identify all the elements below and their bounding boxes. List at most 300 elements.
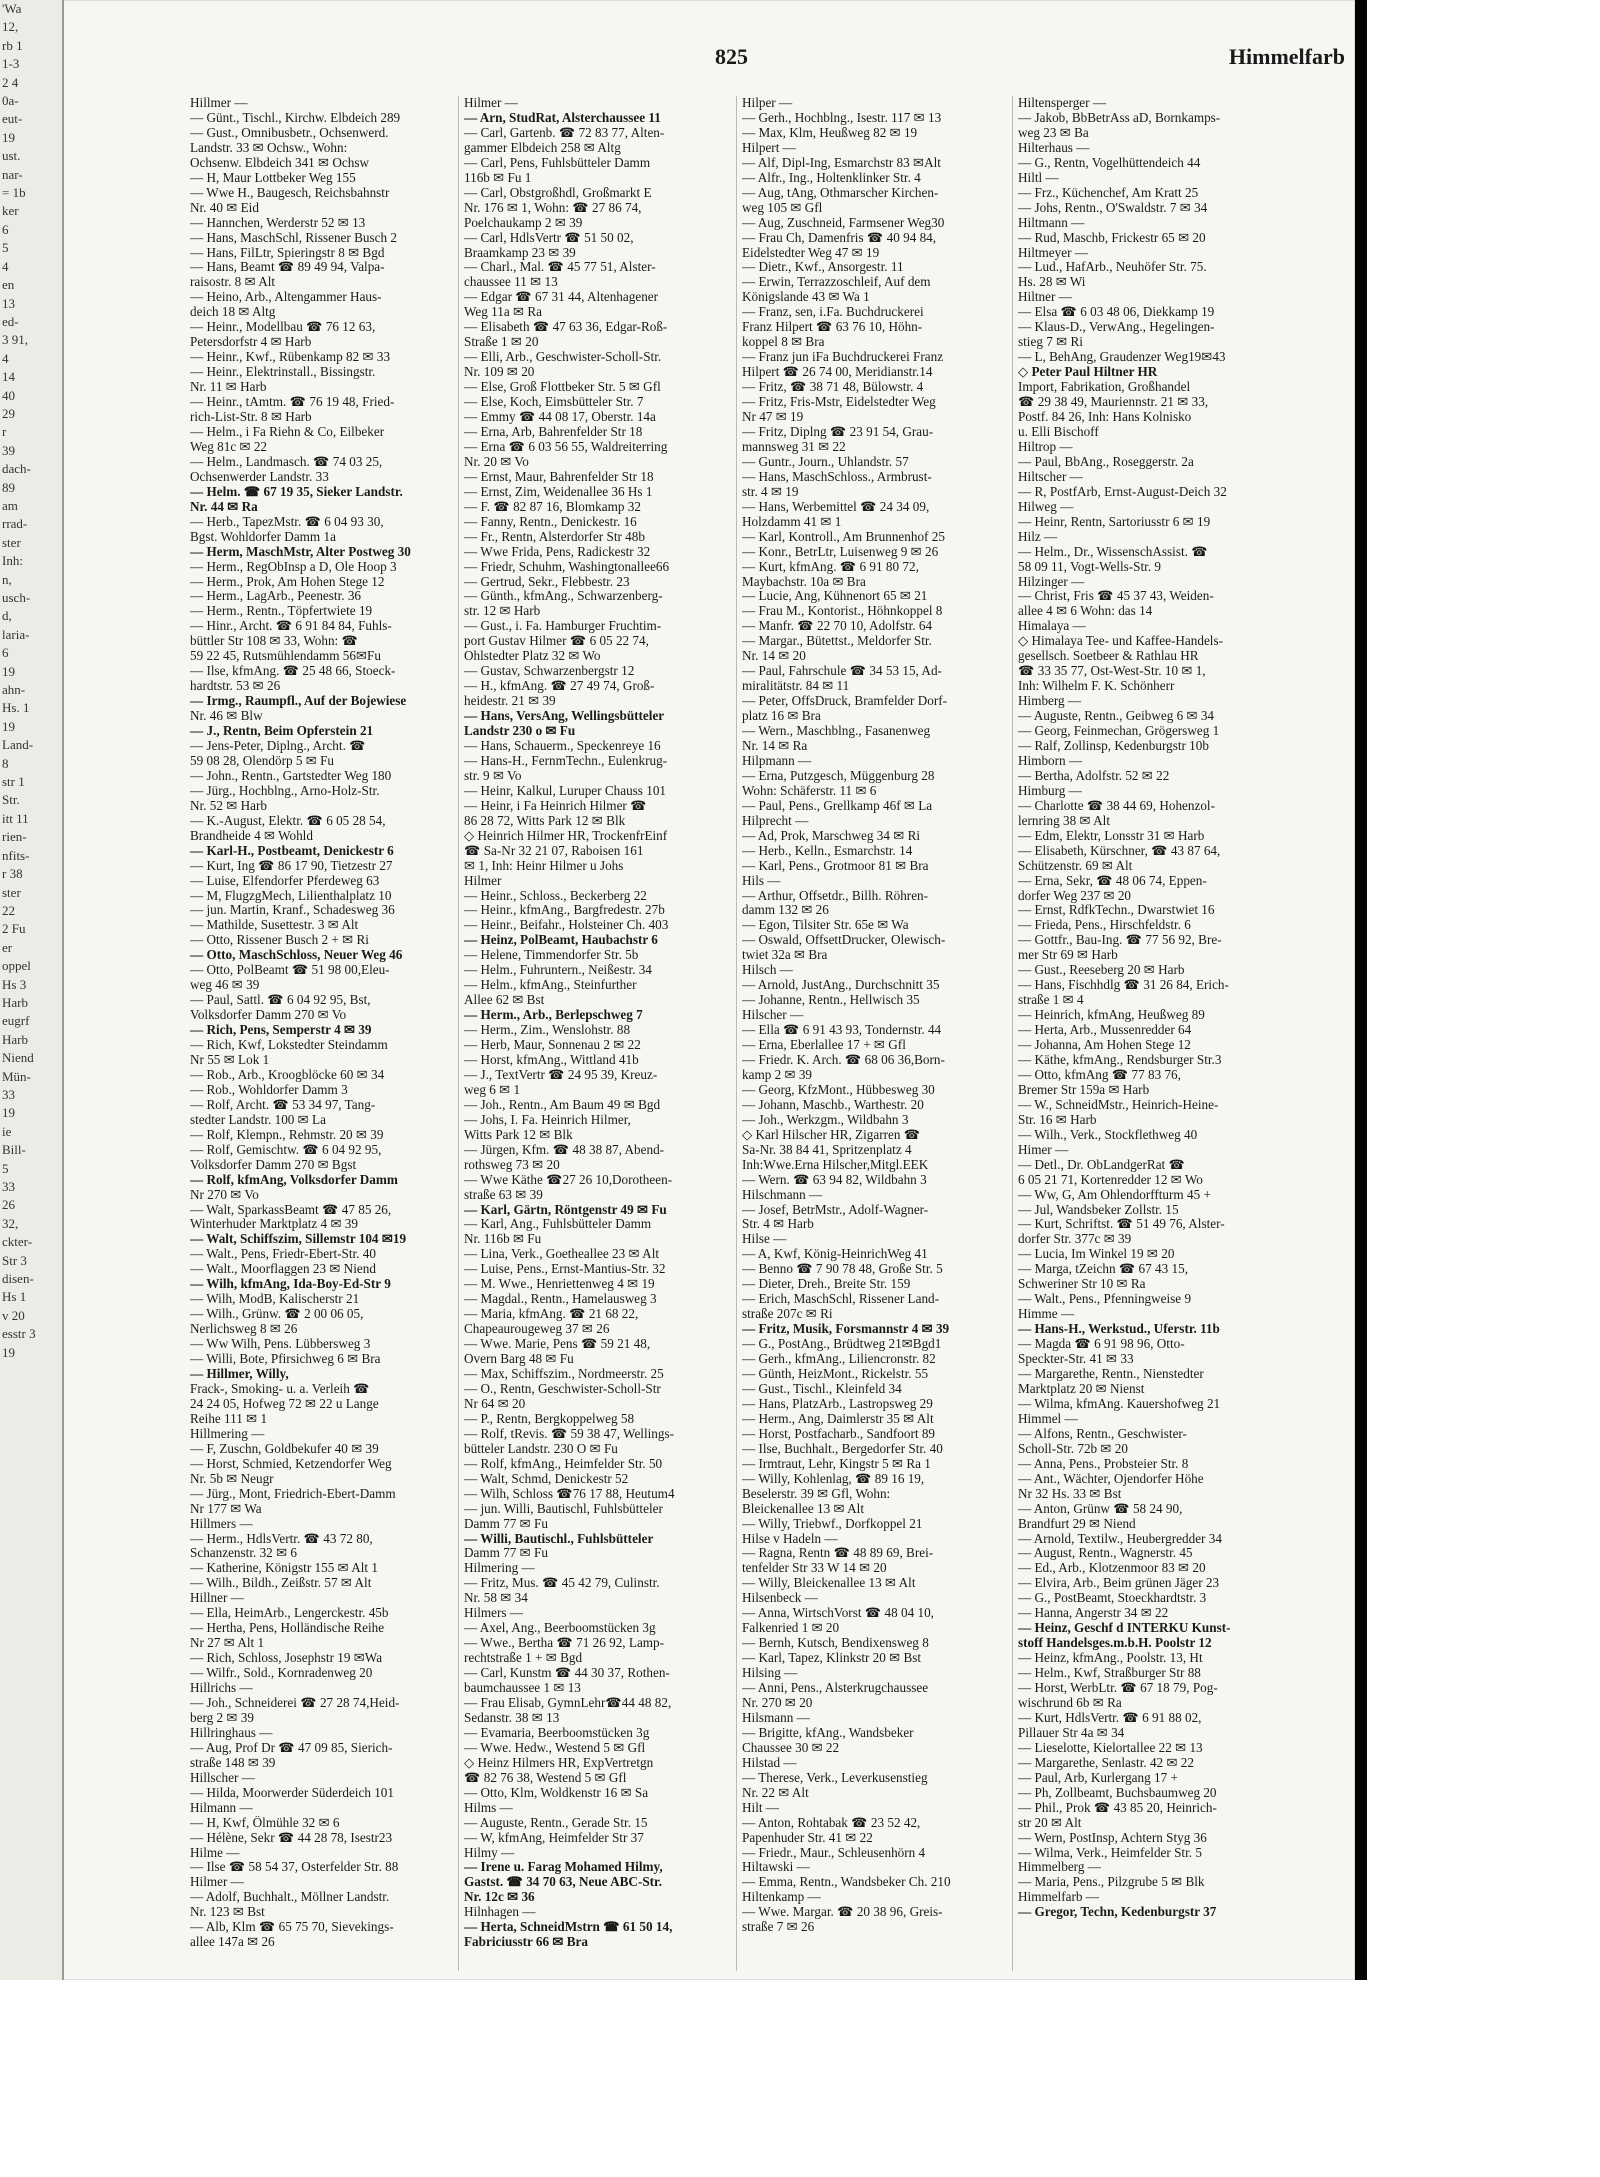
directory-entry-line: — Hans-H., FernmTechn., Eulenkrug-	[464, 753, 668, 768]
directory-entry-line: 59 22 45, Rutsmühlendamm 56✉Fu	[190, 649, 381, 664]
directory-entry-line: — Else, Groß Flottbeker Str. 5 ✉ Gfl	[464, 380, 661, 395]
directory-column-3	[742, 96, 1012, 1971]
directory-entry-line: — Ella, HeimArb., Lengerckestr. 45b	[190, 1606, 389, 1621]
directory-entry-line: — Hans, Werbemittel ☎ 24 34 09,	[742, 499, 930, 514]
directory-entry-line: — Frau M., Kontorist., Höhnkoppel 8	[742, 604, 943, 619]
directory-entry-line: straße 1 ✉ 4	[1018, 993, 1084, 1008]
directory-entry-line: — Paul, Arb, Kurlergang 17 +	[1018, 1770, 1178, 1785]
directory-entry-line: Hiltawski —	[742, 1860, 810, 1875]
directory-entry-line: Nr. 270 ✉ 20	[742, 1695, 813, 1710]
margin-fragment: 29	[2, 405, 15, 421]
directory-entry-line: — Gerh., Hochblng., Isestr. 117 ✉ 13	[742, 110, 942, 125]
directory-entry-line: ◇ Heinz Hilmers HR, ExpVertretgn	[464, 1755, 654, 1770]
margin-fragment: v 20	[2, 1307, 25, 1323]
directory-entry-line: — Margarethe, Senlastr. 42 ✉ 22	[1018, 1755, 1194, 1770]
directory-entry-line: — Joh., Werkzgm., Wildbahn 3	[742, 1112, 909, 1127]
margin-fragment: 4	[2, 258, 9, 274]
directory-entry-line: Winterhuder Marktplatz 4 ✉ 39	[190, 1217, 358, 1232]
directory-entry-line: — Franz jun iFa Buchdruckerei Franz	[742, 350, 944, 365]
directory-entry-line: — Gust., i. Fa. Hamburger Fruchtim-	[464, 619, 662, 634]
directory-entry-line: — Hans, PlatzArb., Lastropsweg 29	[742, 1396, 933, 1411]
directory-entry-line: — Alb, Klm ☎ 65 75 70, Sievekings-	[190, 1920, 394, 1935]
directory-entry-line: Hilz —	[1018, 529, 1058, 544]
directory-entry-line: — Carl, Kunstm ☎ 44 30 37, Rothen-	[464, 1666, 670, 1681]
directory-entry-line: — Günth., kfmAng., Schwarzenberg-	[464, 589, 663, 604]
directory-entry-line: — Arnold, Textilw., Heubergredder 34	[1018, 1531, 1222, 1546]
directory-entry-line: Bremer Str 159a ✉ Harb	[1018, 1082, 1150, 1097]
directory-entry-line: — Heinr., Modellbau ☎ 76 12 63,	[190, 320, 376, 335]
directory-entry-line: — Otto, kfmAng ☎ 77 83 76,	[1018, 1067, 1181, 1082]
directory-entry-line: — Rolf, Gemischtw. ☎ 6 04 92 95,	[190, 1142, 382, 1157]
directory-entry-line: Nr. 40 ✉ Eid	[190, 200, 259, 215]
directory-entry-line: — Carl, HdlsVertr ☎ 51 50 02,	[464, 230, 634, 245]
directory-entry-line: u. Elli Bischoff	[1018, 424, 1099, 439]
directory-entry-line: — Karl-H., Postbeamt, Denickestr 6	[190, 843, 394, 858]
directory-entry-line: Brandheide 4 ✉ Wohld	[190, 828, 313, 843]
directory-entry-line: — Wern., Maschblng., Fasanenweg	[742, 724, 931, 739]
margin-fragment: ker	[2, 203, 19, 219]
column-divider	[1012, 96, 1013, 1971]
directory-entry-line: — Lucia, Im Winkel 19 ✉ 20	[1018, 1247, 1175, 1262]
directory-entry-line: — Guntr., Journ., Uhlandstr. 57	[742, 454, 909, 469]
directory-entry-line: Hilpert —	[742, 140, 796, 155]
directory-entry-line: — Wwe. Margar. ☎ 20 38 96, Greis-	[742, 1905, 943, 1920]
directory-entry-line: — R, PostfArb, Ernst-August-Deich 32	[1018, 484, 1227, 499]
directory-entry-line: — Auguste, Rentn., Gerade Str. 15	[464, 1815, 648, 1830]
margin-fragment: ust.	[2, 148, 21, 164]
directory-entry-line: str. 12 ✉ Harb	[464, 604, 541, 619]
directory-entry-line: — Gustav, Schwarzenbergstr 12	[464, 664, 635, 679]
directory-entry-line: Fabriciusstr 66 ✉ Bra	[464, 1935, 588, 1950]
directory-entry-line: — Rich, Kwf, Lokstedter Steindamm	[190, 1038, 388, 1053]
directory-entry-line: — Hans, Schauerm., Speckenreye 16	[464, 738, 661, 753]
directory-column-1	[190, 96, 460, 1971]
margin-fragment: 3 91,	[2, 332, 28, 348]
directory-entry-line: — Georg, KfzMont., Hübbesweg 30	[742, 1082, 935, 1097]
directory-entry-line: — Lieselotte, Kielortallee 22 ✉ 13	[1018, 1740, 1203, 1755]
directory-entry-line: Hilpmann —	[742, 753, 812, 768]
directory-entry-line: — Wern. ☎ 63 94 82, Wildbahn 3	[742, 1172, 927, 1187]
margin-fragment: 0a-	[2, 93, 19, 109]
directory-entry-line: — Ww Wilh, Pens. Lübbersweg 3	[190, 1337, 371, 1352]
directory-entry-line: Hiltmeyer —	[1018, 245, 1088, 260]
directory-entry-line: — Hannchen, Werderstr 52 ✉ 13	[190, 215, 366, 230]
directory-entry-line: — Anna, Pens., Probsteier Str. 8	[1018, 1456, 1189, 1471]
directory-entry-line: wischrund 6b ✉ Ra	[1018, 1695, 1122, 1710]
directory-entry-line: — Hans, MaschSchl, Rissener Busch 2	[190, 230, 397, 245]
directory-entry-line: — Jürg., Hochblng., Arno-Holz-Str.	[190, 783, 380, 798]
directory-entry-line: — Arnold, JustAng., Durchschnitt 35	[742, 978, 940, 993]
directory-entry-line: — Günt., Tischl., Kirchw. Elbdeich 289	[190, 110, 401, 125]
directory-entry-line: — Brigitte, kfAng., Wandsbeker	[742, 1725, 914, 1740]
directory-entry-line: — Marga, tZeichn ☎ 67 43 15,	[1018, 1262, 1189, 1277]
scan-edge-bar	[1355, 0, 1367, 1980]
directory-entry-line: — Herb., Kelln., Esmarchstr. 14	[742, 843, 913, 858]
directory-entry-line: — Magdal., Rentn., Hamelausweg 3	[464, 1292, 657, 1307]
directory-entry-line: — Herm., Rentn., Töpfertwiete 19	[190, 604, 373, 619]
margin-fragment: Hs 3	[2, 976, 27, 992]
directory-entry-line: — L, BehAng, Graudenzer Weg19✉43	[1018, 350, 1226, 365]
margin-fragment: ster	[2, 884, 21, 900]
directory-entry-line: — Friedr. K. Arch. ☎ 68 06 36,Born-	[742, 1053, 945, 1067]
directory-entry-line: — Erna, Putzgesch, Müggenburg 28	[742, 768, 935, 783]
directory-entry-line: Hilsing —	[742, 1666, 798, 1681]
directory-entry-line: rechtstraße 1 + ✉ Bgd	[464, 1651, 583, 1666]
directory-entry-line: mer Str 69 ✉ Harb	[1018, 948, 1118, 963]
directory-entry-line: — Johanne, Rentn., Hellwisch 35	[742, 993, 920, 1008]
directory-entry-line: Nr. 116b ✉ Fu	[464, 1232, 542, 1247]
directory-entry-line: — Ernst, Maur, Bahrenfelder Str 18	[464, 469, 654, 484]
directory-entry-line: — Walt, Schmd, Denickestr 52	[464, 1471, 629, 1486]
directory-entry-line: — Friedr, Schuhm, Washingtonallee66	[464, 559, 670, 574]
directory-entry-line: — Kurt, kfmAng. ☎ 6 91 80 72,	[742, 559, 919, 574]
directory-entry-line: Hilmer	[464, 873, 502, 888]
directory-entry-line: Bgst. Wohldorfer Damm 1a	[190, 529, 336, 544]
directory-entry-line: — Lina, Verk., Goetheallee 23 ✉ Alt	[464, 1247, 660, 1262]
margin-fragment: r 38	[2, 866, 23, 882]
directory-entry-line: — Heinr, Kalkul, Luruper Chauss 101	[464, 783, 667, 798]
directory-entry-line: — Margarethe, Rentn., Nienstedter	[1018, 1367, 1204, 1382]
margin-fragment: 'Wa	[2, 1, 22, 16]
directory-entry-line: Hillringhaus —	[190, 1725, 273, 1740]
directory-entry-line: allee 4 ✉ 6 Wohn: das 14	[1018, 604, 1153, 619]
directory-entry-line: Hillmering —	[190, 1426, 265, 1441]
directory-entry-line: — Fritz, Mus. ☎ 45 42 79, Culinstr.	[464, 1576, 660, 1591]
directory-entry-line: — Fritz, ☎ 38 71 48, Bülowstr. 4	[742, 380, 924, 395]
directory-entry-line: — Heinr, Rentn, Sartoriusstr 6 ✉ 19	[1018, 514, 1211, 529]
margin-fragment: am	[2, 497, 18, 513]
directory-entry-line: — Heinr., Kwf., Rübenkamp 82 ✉ 33	[190, 350, 391, 365]
directory-entry-line: Hilpert ☎ 26 74 00, Meridianstr.14	[742, 365, 933, 380]
directory-entry-line: Volksdorfer Damm 270 ✉ Vo	[190, 1008, 347, 1023]
directory-entry-line: Hiltscher —	[1018, 469, 1083, 484]
directory-entry-line: — Wilh, Schloss ☎76 17 88, Heutum4	[464, 1486, 675, 1501]
directory-entry-line: — Herm., Prok, Am Hohen Stege 12	[190, 574, 385, 589]
margin-fragment: oppel	[2, 958, 31, 974]
directory-entry-line: Pillauer Str 4a ✉ 34	[1018, 1725, 1125, 1740]
directory-entry-line: — Elvira, Arb., Beim grünen Jäger 23	[1018, 1576, 1220, 1591]
directory-entry-line: ◇ Peter Paul Hiltner HR	[1018, 365, 1158, 380]
directory-entry-line: weg 23 ✉ Ba	[1018, 125, 1089, 140]
margin-fragment: er	[2, 939, 13, 955]
directory-entry-line: Hillscher —	[190, 1770, 255, 1785]
directory-entry-line: Hilweg —	[1018, 499, 1074, 514]
directory-entry-line: — Heinz, PolBeamt, Haubachstr 6	[464, 933, 658, 948]
directory-entry-line: gammer Elbdeich 258 ✉ Altg	[464, 140, 621, 155]
directory-entry-line: — Manfr. ☎ 22 70 10, Adolfstr. 64	[742, 619, 933, 634]
directory-entry-line: Nr. 109 ✉ 20	[464, 365, 535, 380]
directory-entry-line: tenfelder Str 33 W 14 ✉ 20	[742, 1561, 887, 1576]
directory-entry-line: — Anton, Grünw ☎ 58 24 90,	[1018, 1501, 1183, 1516]
directory-entry-line: Overn Barg 48 ✉ Fu	[464, 1352, 574, 1367]
directory-entry-line: Hiltl —	[1018, 170, 1059, 185]
directory-entry-line: — Elli, Arb., Geschwister-Scholl-Str.	[464, 350, 662, 365]
margin-fragment: Mün-	[2, 1068, 31, 1084]
directory-entry-line: — Hillmer, Willy,	[190, 1367, 289, 1382]
margin-fragment: = 1b	[2, 185, 26, 201]
directory-entry-line: Himburg —	[1018, 783, 1082, 798]
margin-fragment: 22	[2, 902, 15, 918]
directory-entry-line: Hilms —	[464, 1800, 513, 1815]
directory-entry-line: — Fritz, Fris-Mstr, Eidelstedter Weg	[742, 395, 936, 410]
directory-entry-line: — Frau Ch, Damenfris ☎ 40 94 84,	[742, 230, 937, 245]
directory-entry-line: — Max, Schiffszim., Nordmeerstr. 25	[464, 1367, 664, 1382]
directory-entry-line: — Magda ☎ 6 91 98 96, Otto-	[1018, 1337, 1185, 1352]
directory-entry-line: — F, Zuschn, Goldbekufer 40 ✉ 39	[190, 1441, 379, 1456]
directory-entry-line: — Ad, Prok, Marschweg 34 ✉ Ri	[742, 828, 921, 843]
directory-entry-line: — Wwe Käthe ☎27 26 10,Dorotheen-	[464, 1172, 673, 1187]
directory-entry-line: — Heinr., Elektrinstall., Bissingstr.	[190, 365, 376, 380]
directory-entry-line: — Friedr., Maur., Schleusenhörn 4	[742, 1845, 926, 1860]
margin-fragment: rien-	[2, 829, 27, 845]
directory-entry-line: — Luise, Pens., Ernst-Mantius-Str. 32	[464, 1262, 666, 1277]
directory-entry-line: Hiltmann —	[1018, 215, 1085, 230]
margin-fragment: rb 1	[2, 37, 23, 53]
directory-entry-line: Holzdamm 41 ✉ 1	[742, 514, 842, 529]
directory-entry-line: — Alfons, Rentn., Geschwister-	[1018, 1426, 1187, 1441]
directory-entry-line: deich 18 ✉ Altg	[190, 305, 276, 320]
directory-entry-line: — Wwe., Bertha ☎ 71 26 92, Lamp-	[464, 1636, 665, 1651]
directory-entry-line: lernring 38 ✉ Alt	[1018, 813, 1110, 828]
directory-entry-line: — M, FlugzgMech, Lilienthalplatz 10	[190, 888, 392, 903]
directory-entry-line: — Helm., Landmasch. ☎ 74 03 25,	[190, 454, 383, 469]
directory-entry-line: Weg 11a ✉ Ra	[464, 305, 542, 320]
directory-entry-line: — Gerh., kfmAng., Liliencronstr. 82	[742, 1352, 936, 1367]
margin-fragment: 1-3	[2, 56, 20, 72]
directory-entry-line: Himmel —	[1018, 1411, 1078, 1426]
directory-entry-line: Poelchaukamp 2 ✉ 39	[464, 215, 583, 230]
directory-entry-line: Ohlstedter Platz 32 ✉ Wo	[464, 649, 601, 664]
margin-fragment: dach-	[2, 461, 31, 477]
directory-entry-line: Str. 16 ✉ Harb	[1018, 1112, 1097, 1127]
directory-entry-line: hardtstr. 53 ✉ 26	[190, 679, 281, 694]
directory-entry-line: Straße 1 ✉ 20	[464, 335, 539, 350]
directory-entry-line: — Georg, Feinmechan, Grögersweg 1	[1018, 724, 1220, 739]
directory-entry-line: chaussee 11 ✉ 13	[464, 275, 558, 290]
directory-entry-line: Nr 55 ✉ Lok 1	[190, 1053, 270, 1067]
directory-entry-line: — Mathilde, Susettestr. 3 ✉ Alt	[190, 918, 359, 933]
directory-entry-line: Hilscher —	[742, 1008, 804, 1023]
directory-entry-line: Speckter-Str. 41 ✉ 33	[1018, 1352, 1134, 1367]
directory-entry-line: — Otto, Klm, Woldkenstr 16 ✉ Sa	[464, 1785, 649, 1800]
directory-entry-line: — Paul, Sattl. ☎ 6 04 92 95, Bst,	[190, 993, 371, 1008]
directory-entry-line: Hilmy —	[464, 1845, 515, 1860]
directory-entry-line: gesellsch. Soetbeer & Rathlau HR	[1018, 649, 1199, 664]
directory-entry-line: Hilt —	[742, 1800, 779, 1815]
previous-page-margin	[0, 0, 64, 1980]
directory-entry-line: — Erna, Eberlallee 17 + ✉ Gfl	[742, 1038, 906, 1053]
directory-entry-line: Nr. 12c ✉ 36	[464, 1890, 535, 1905]
directory-entry-line: — Günth, HeizMont., Rickelstr. 55	[742, 1367, 929, 1382]
directory-entry-line: dorfer Str. 377c ✉ 39	[1018, 1232, 1132, 1247]
directory-entry-line: — Frz., Küchenchef, Am Kratt 25	[1018, 185, 1199, 200]
directory-entry-line: Ochsenw. Elbdeich 341 ✉ Ochsw	[190, 155, 370, 170]
directory-entry-line: — Gottfr., Bau-Ing. ☎ 77 56 92, Bre-	[1018, 933, 1222, 948]
margin-fragment: d,	[2, 608, 12, 624]
directory-entry-line: — Bertha, Adolfstr. 52 ✉ 22	[1018, 768, 1170, 783]
directory-entry-line: — Jürg., Mont, Friedrich-Ebert-Damm	[190, 1486, 396, 1501]
directory-entry-line: — Wwe. Marie, Pens ☎ 59 21 48,	[464, 1337, 651, 1352]
directory-entry-line: — Walt., Pens, Friedr-Ebert-Str. 40	[190, 1247, 376, 1262]
directory-entry-line: — Erna ☎ 6 03 56 55, Waldreiterring	[464, 439, 668, 454]
directory-entry-line: — Heinz, Geschf d INTERKU Kunst-	[1018, 1621, 1231, 1636]
margin-fragment: 19	[2, 1105, 15, 1121]
directory-entry-line: — Anna, WirtschVorst ☎ 48 04 10,	[742, 1606, 934, 1621]
directory-entry-line: — Klaus-D., VerwAng., Hegelingen-	[1018, 320, 1215, 335]
directory-entry-line: — Johanna, Am Hohen Stege 12	[1018, 1038, 1191, 1053]
directory-entry-line: koppel 8 ✉ Bra	[742, 335, 825, 350]
margin-fragment: 89	[2, 479, 15, 495]
directory-entry-line: weg 46 ✉ 39	[190, 978, 260, 993]
directory-entry-line: — Hans-H., Werkstud., Uferstr. 11b	[1018, 1322, 1220, 1337]
directory-entry-line: — J., Rentn, Beim Opferstein 21	[190, 724, 374, 739]
directory-entry-line: Hilse v Hadeln —	[742, 1531, 838, 1546]
directory-entry-line: str. 4 ✉ 19	[742, 484, 799, 499]
directory-entry-line: — Jakob, BbBetrAss aD, Bornkamps-	[1018, 110, 1221, 125]
margin-fragment: Harb	[2, 1031, 28, 1047]
margin-fragment: esstr 3	[2, 1326, 36, 1342]
directory-entry-line: — Dietr., Kwf., Ansorgestr. 11	[742, 260, 904, 275]
page-number: 825	[715, 44, 748, 69]
directory-entry-line: — Gust., Tischl., Kleinfeld 34	[742, 1381, 902, 1396]
directory-entry-line: Ochsenwerder Landstr. 33	[190, 469, 329, 484]
directory-entry-line: Hillmers —	[190, 1516, 253, 1531]
margin-fragment: 5	[2, 240, 9, 256]
directory-entry-line: straße 7 ✉ 26	[742, 1920, 815, 1935]
directory-entry-line: — Heinr, i Fa Heinrich Hilmer ☎	[464, 798, 647, 813]
directory-entry-line: — Else, Koch, Eimsbütteler Str. 7	[464, 395, 644, 410]
directory-entry-line: ◇ Heinrich Hilmer HR, TrockenfrEinf	[464, 828, 668, 843]
directory-entry-line: — Elisabeth ☎ 47 63 36, Edgar-Roß-	[464, 320, 668, 335]
page-header	[185, 44, 1345, 74]
directory-entry-line: Hilmers —	[464, 1606, 523, 1621]
directory-entry-line: — Gertrud, Sekr., Flebbestr. 23	[464, 574, 630, 589]
margin-fragment: 32,	[2, 1215, 19, 1231]
directory-entry-line: — Ragna, Rentn ☎ 48 89 69, Brei-	[742, 1546, 934, 1561]
directory-entry-line: bütteler Landstr. 230 O ✉ Fu	[464, 1441, 618, 1456]
directory-entry-line: — Wwe. Hedw., Westend 5 ✉ Gfl	[464, 1740, 646, 1755]
directory-entry-line: Braamkamp 23 ✉ 39	[464, 245, 576, 260]
directory-entry-line: Scholl-Str. 72b ✉ 20	[1018, 1441, 1128, 1456]
directory-entry-line: — Johs, Rentn., O'Swaldstr. 7 ✉ 34	[1018, 200, 1208, 215]
directory-entry-line: — Karl, Gärtn, Röntgenstr 49 ✉ Fu	[464, 1202, 667, 1217]
directory-entry-line: — Anni, Pens., Alsterkrugchaussee	[742, 1681, 929, 1696]
directory-entry-line: Nr. 14 ✉ Ra	[742, 738, 808, 753]
directory-entry-line: — Charlotte ☎ 38 44 69, Hohenzol-	[1018, 798, 1215, 813]
directory-entry-line: straße 207c ✉ Ri	[742, 1307, 833, 1322]
directory-entry-line: — Karl, Pens., Grotmoor 81 ✉ Bra	[742, 858, 929, 873]
directory-entry-line: — Hinr., Archt. ☎ 6 91 84 84, Fuhls-	[190, 619, 392, 634]
directory-entry-line: — Ilse ☎ 58 54 37, Osterfelder Str. 88	[190, 1860, 399, 1875]
directory-entry-line: — Ernst, Zim, Weidenallee 36 Hs 1	[464, 484, 653, 499]
directory-entry-line: — Horst, kfmAng., Wittland 41b	[464, 1053, 639, 1067]
directory-entry-line: — Wern, PostInsp, Achtern Styg 36	[1018, 1830, 1207, 1845]
directory-entry-line: — Josef, BetrMstr., Adolf-Wagner-	[742, 1202, 929, 1217]
directory-entry-line: — Max, Klm, Heußweg 82 ✉ 19	[742, 125, 918, 140]
directory-entry-line: — Therese, Verk., Leverkusenstieg	[742, 1770, 928, 1785]
directory-entry-line: — Bernh, Kutsch, Bendixensweg 8	[742, 1636, 929, 1651]
directory-entry-line: Inh:Wwe.Erna Hilscher,Mitgl.EEK	[742, 1157, 929, 1172]
directory-entry-line: — John., Rentn., Gartstedter Weg 180	[190, 768, 392, 783]
directory-entry-line: — Fanny, Rentn., Denickestr. 16	[464, 514, 637, 529]
directory-entry-line: Wohn: Schäferstr. 11 ✉ 6	[742, 783, 877, 798]
margin-fragment: ahn-	[2, 682, 26, 698]
directory-entry-line: — Aug, Zuschneid, Farmsener Weg30	[742, 215, 945, 230]
margin-fragment: ckter-	[2, 1234, 33, 1250]
directory-entry-line: — Wilma, kfmAng. Kauershofweg 21	[1018, 1396, 1221, 1411]
directory-entry-line: Nr. 5b ✉ Neugr	[190, 1471, 274, 1486]
directory-entry-line: — G., Rentn, Vogelhüttendeich 44	[1018, 155, 1201, 170]
directory-entry-line: — Heino, Arb., Altengammer Haus-	[190, 290, 382, 305]
directory-entry-line: Schweriner Str 10 ✉ Ra	[1018, 1277, 1146, 1292]
directory-entry-line: Nerlichsweg 8 ✉ 26	[190, 1322, 298, 1337]
directory-entry-line: Hilmering —	[464, 1561, 535, 1576]
directory-entry-line: — Lucie, Ang, Kühnenort 65 ✉ 21	[742, 589, 928, 604]
margin-fragment: 14	[2, 369, 15, 385]
directory-entry-line: — Paul, Fahrschule ☎ 34 53 15, Ad-	[742, 664, 942, 679]
directory-entry-line: — F. ☎ 82 87 16, Blomkamp 32	[464, 499, 641, 514]
directory-entry-line: Nr 32 Hs. 33 ✉ Bst	[1018, 1486, 1122, 1501]
directory-entry-line: Petersdorfstr 4 ✉ Harb	[190, 335, 312, 350]
margin-fragment: disen-	[2, 1271, 34, 1287]
directory-entry-line: Nr. 46 ✉ Blw	[190, 709, 263, 724]
directory-entry-line: str. 9 ✉ Vo	[464, 768, 522, 783]
margin-fragment: 26	[2, 1197, 15, 1213]
directory-entry-line: — Wilh., Bildh., Zeißstr. 57 ✉ Alt	[190, 1576, 372, 1591]
directory-entry-line: Hiltenkamp —	[742, 1890, 821, 1905]
directory-entry-line: Chapeaurougeweg 37 ✉ 26	[464, 1322, 610, 1337]
directory-entry-line: rich-List-Str. 8 ✉ Harb	[190, 410, 312, 425]
directory-entry-line: — Aug, Prof Dr ☎ 47 09 85, Sierich-	[190, 1740, 393, 1755]
directory-entry-line: Hils —	[742, 873, 781, 888]
directory-entry-line: baumchaussee 1 ✉ 13	[464, 1681, 581, 1696]
directory-entry-line: — Käthe, kfmAng., Rendsburger Str.3	[1018, 1053, 1222, 1067]
directory-entry-line: — Ph, Zollbeamt, Buchsbaumweg 20	[1018, 1785, 1217, 1800]
directory-entry-line: — Frau Elisab, GymnLehr☎44 48 82,	[464, 1695, 672, 1710]
margin-fragment: 6	[2, 645, 9, 661]
directory-entry-line: — Willy, Triebwf., Dorfkoppel 21	[742, 1516, 923, 1531]
directory-entry-line: — Willy, Bleickenallee 13 ✉ Alt	[742, 1576, 916, 1591]
directory-entry-line: str 20 ✉ Alt	[1018, 1815, 1082, 1830]
directory-entry-line: ☎ 82 76 38, Westend 5 ✉ Gfl	[464, 1770, 627, 1785]
directory-entry-line: Hiltner —	[1018, 290, 1072, 305]
margin-fragment: en	[2, 277, 15, 293]
directory-column-2	[464, 96, 734, 1971]
directory-entry-line: — Heinr., kfmAng., Bargfredestr. 27b	[464, 903, 665, 918]
margin-fragment: 4	[2, 350, 9, 366]
directory-entry-line: — M. Wwe., Henriettenweg 4 ✉ 19	[464, 1277, 655, 1292]
margin-fragment: 40	[2, 387, 15, 403]
directory-entry-line: — H., kfmAng. ☎ 27 49 74, Groß-	[464, 679, 655, 694]
margin-fragment: ster	[2, 534, 21, 550]
directory-entry-line: — Wilma, Verk., Heimfelder Str. 5	[1018, 1845, 1202, 1860]
directory-entry-line: — Maria, Pens., Pilzgrube 5 ✉ Blk	[1018, 1875, 1205, 1890]
directory-entry-line: Hilsch —	[742, 963, 793, 978]
directory-entry-line: raisostr. 8 ✉ Alt	[190, 275, 276, 290]
directory-entry-line: — Emma, Rentn., Wandsbeker Ch. 210	[742, 1875, 951, 1890]
margin-fragment: rrad-	[2, 516, 28, 532]
directory-entry-line: — Jul, Wandsbeker Zollstr. 15	[1018, 1202, 1179, 1217]
directory-entry-line: — Ilse, kfmAng. ☎ 25 48 66, Stoeck-	[190, 664, 396, 679]
directory-entry-line: Hilsenbeck —	[742, 1591, 818, 1606]
directory-entry-line: — Wilh., Grünw. ☎ 2 00 06 05,	[190, 1307, 364, 1322]
directory-entry-line: damm 132 ✉ 26	[742, 903, 829, 918]
margin-fragment: 19	[2, 1344, 15, 1360]
directory-entry-line: — Karl, Tapez, Klinkstr 20 ✉ Bst	[742, 1651, 922, 1666]
directory-entry-line: — K.-August, Elektr. ☎ 6 05 28 54,	[190, 813, 386, 828]
directory-entry-line: — Heinr., Beifahr., Holsteiner Ch. 403	[464, 918, 669, 933]
directory-entry-line: Allee 62 ✉ Bst	[464, 993, 545, 1008]
